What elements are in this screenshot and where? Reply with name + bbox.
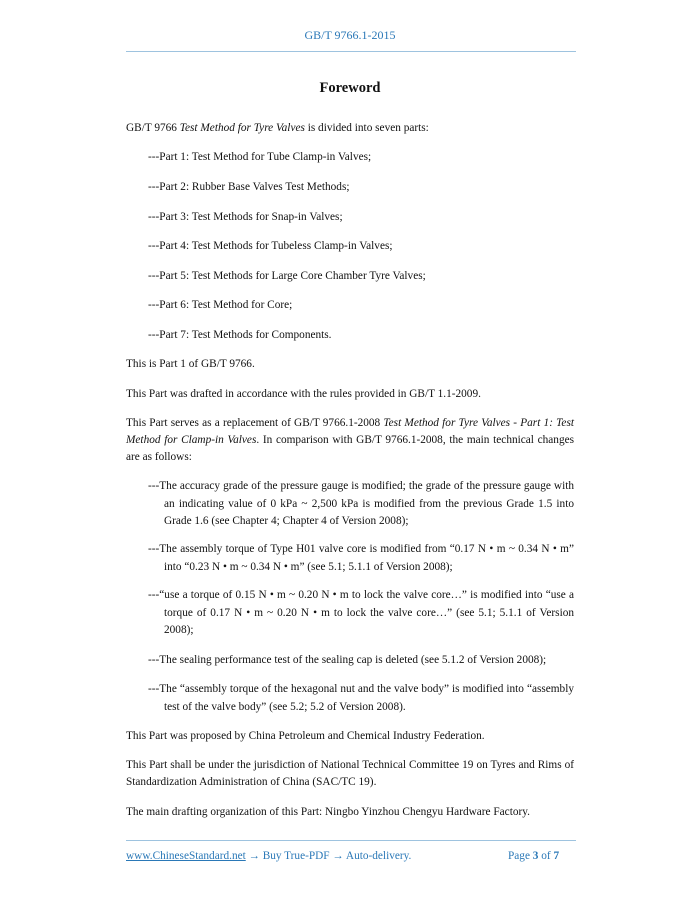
arrow-icon: → (248, 850, 260, 862)
arrow-icon: → (332, 850, 344, 862)
part-item-4: ---Part 4: Test Methods for Tubeless Clamp-in Valves; (148, 240, 393, 252)
drafting-org-paragraph: The main drafting organization of this Part: Ningbo Yinzhou Chengyu Hardware Factory. (126, 806, 530, 818)
page-indicator (508, 850, 559, 862)
part-item-6: ---Part 6: Test Method for Core; (148, 299, 293, 311)
page-title: Foreword (319, 80, 381, 96)
header-rule (126, 51, 576, 52)
buy-pdf-text: Buy True-PDF (262, 850, 330, 862)
change-item-1: ---The accuracy grade of the pressure gauge is modified; the grade of the pressure gauge with an indicating value of 0 kPa ~ 2,500 kPa is modified from the previous Grade 1.5 into Grade 1.6 (see Chapter 4; Chapter 4 of Version 2008); (148, 480, 574, 527)
replacement-paragraph (126, 415, 574, 466)
footer-links (126, 850, 411, 862)
intro-paragraph (126, 120, 574, 137)
drafted-paragraph: This Part was drafted in accordance with the rules provided in GB/T 1.1-2009. (126, 388, 481, 400)
footer-rule (126, 840, 576, 841)
auto-delivery-text: Auto-delivery. (345, 850, 412, 862)
total-pages: 7 (553, 850, 560, 862)
part-item-1: ---Part 1: Test Method for Tube Clamp-in Valves; (148, 151, 372, 163)
change-item-4: ---The sealing performance test of the sealing cap is deleted (see 5.1.2 of Version 2008); (148, 654, 547, 666)
part-item-2: ---Part 2: Rubber Base Valves Test Methods; (148, 181, 350, 193)
website-link[interactable]: www.ChineseStandard.net (126, 850, 246, 862)
part-item-3: ---Part 3: Test Methods for Snap-in Valves; (148, 211, 343, 223)
page-word: Page (508, 850, 530, 862)
intro-post: is divided into seven parts: (304, 122, 429, 134)
of-word: of (541, 850, 551, 862)
replacement-pre: This Part serves as a replacement of GB/T 9766.1-2008 (126, 417, 384, 429)
this-part-paragraph: This is Part 1 of GB/T 9766. (126, 358, 255, 370)
running-header: GB/T 9766.1-2015 (304, 28, 396, 42)
part-item-5: ---Part 5: Test Methods for Large Core Chamber Tyre Valves; (148, 270, 426, 282)
intro-italic-title: Test Method for Tyre Valves (179, 122, 305, 134)
change-item-2: ---The assembly torque of Type H01 valve core is modified from “0.17 N • m ~ 0.34 N • m” into “0.23 N • m ~ 0.34 N • m” (see 5.1; 5.1.1 of Version 2008); (148, 543, 574, 573)
proposed-paragraph: This Part was proposed by China Petroleum and Chemical Industry Federation. (126, 730, 485, 742)
change-item-3: ---“use a torque of 0.15 N • m ~ 0.20 N • m to lock the valve core…” is modified into “use a torque of 0.17 N • m ~ 0.20 N • m to lock the valve core…” (see 5.1; 5.1.1 of Version 2008); (148, 589, 574, 636)
replacement-italic-title: Test Method for Tyre Valves - Part 1: Test Method for Clamp-in Valves (126, 417, 574, 446)
jurisdiction-paragraph: This Part shall be under the jurisdiction of National Technical Committee 19 on Tyres and Rims of Standardization Administration of China (SAC/TC 19). (126, 759, 574, 788)
page-number: 3 (532, 850, 539, 862)
replacement-post: . In comparison with GB/T 9766.1-2008, the main technical changes are as follows: (126, 434, 575, 463)
change-item-5: ---The “assembly torque of the hexagonal nut and the valve body” is modified into “assembly test of the valve body” (see 5.2; 5.2 of Version 2008). (148, 683, 574, 713)
part-item-7: ---Part 7: Test Methods for Components. (148, 329, 332, 341)
intro-pre: GB/T 9766 (126, 122, 180, 134)
